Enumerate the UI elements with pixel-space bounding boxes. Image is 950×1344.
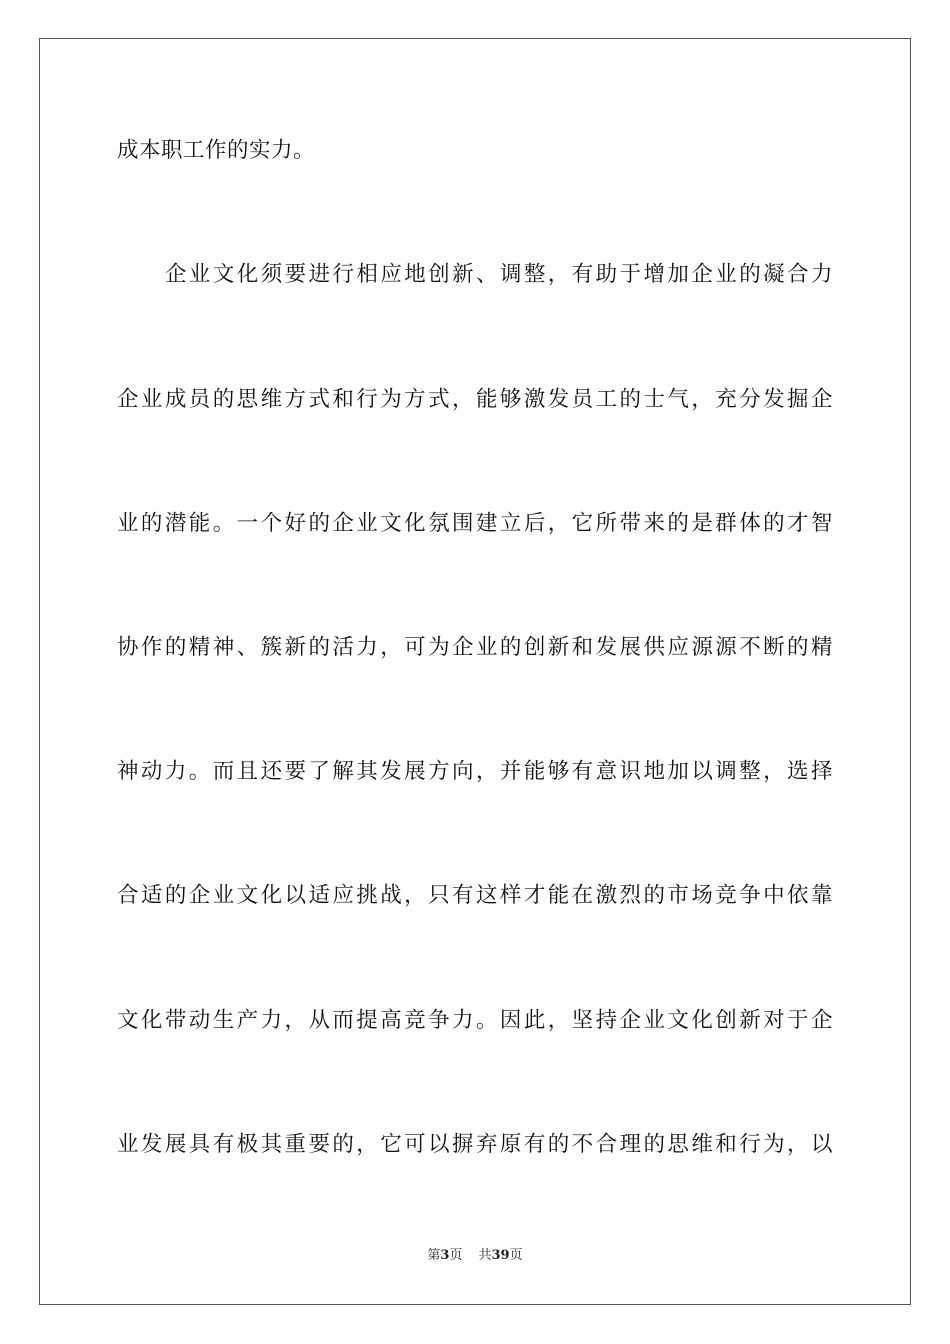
body-line-7: 合适的企业文化以适应挑战，只有这样才能在激烈的市场竞争中依靠 bbox=[117, 883, 833, 908]
body-line-6: 神动力。而且还要了解其发展方向，并能够有意识地加以调整，选择 bbox=[117, 759, 833, 784]
body-line-4: 业的潜能。一个好的企业文化氛围建立后，它所带来的是群体的才智 bbox=[117, 511, 833, 536]
page-total: 39 bbox=[491, 1248, 510, 1263]
page-prefix: 第 bbox=[427, 1248, 441, 1263]
page-border bbox=[39, 38, 911, 1305]
total-prefix: 共 bbox=[478, 1248, 492, 1263]
body-line-5: 协作的精神、簇新的活力，可为企业的创新和发展供应源源不断的精 bbox=[117, 635, 833, 660]
body-line-3: 企业成员的思维方式和行为方式，能够激发员工的士气，充分发掘企 bbox=[117, 387, 833, 412]
page-suffix: 页 bbox=[449, 1248, 463, 1263]
body-line-1: 成本职工作的实力。 bbox=[117, 138, 316, 163]
body-line-2: 企业文化须要进行相应地创新、调整，有助于增加企业的凝合力 bbox=[165, 262, 833, 287]
total-suffix: 页 bbox=[509, 1248, 523, 1263]
page-footer bbox=[0, 1247, 950, 1265]
body-line-8: 文化带动生产力，从而提高竞争力。因此，坚持企业文化创新对于企 bbox=[117, 1008, 833, 1033]
page-number: 3 bbox=[440, 1248, 450, 1263]
body-line-9: 业发展具有极其重要的，它可以摒弃原有的不合理的思维和行为，以 bbox=[117, 1132, 833, 1157]
